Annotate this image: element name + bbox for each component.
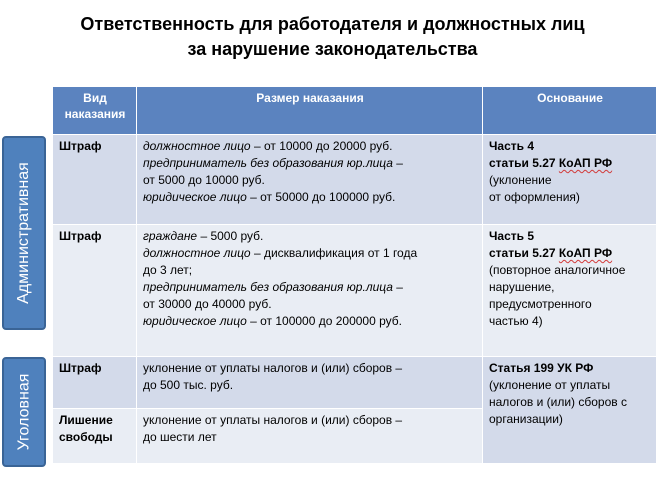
penalty-line bbox=[143, 245, 477, 262]
penalty-amount: – от 50000 до 100000 руб. bbox=[246, 190, 396, 204]
penalty-amount: – bbox=[392, 156, 403, 170]
penalty-line bbox=[143, 189, 477, 206]
penalty-kind: Штраф bbox=[53, 135, 137, 225]
penalty-kind-line: свободы bbox=[59, 430, 113, 444]
basis-note: частью 4) bbox=[489, 314, 543, 328]
penalty-amount: – bbox=[392, 280, 403, 294]
basis-note: (уклонение от уплаты bbox=[489, 378, 611, 392]
subject-role: юридическое лицо bbox=[143, 314, 247, 328]
penalty-kind bbox=[53, 409, 137, 464]
penalty-line: уклонение от уплаты налогов и (или) сборов – bbox=[143, 413, 403, 427]
table-row bbox=[53, 135, 657, 225]
penalty-line: от 30000 до 40000 руб. bbox=[143, 297, 272, 311]
subject-role: предприниматель без образования юр.лица bbox=[143, 156, 393, 170]
page-title bbox=[0, 12, 665, 62]
penalty-line: до шести лет bbox=[143, 430, 217, 444]
penalty-amount: – 5000 руб. bbox=[197, 229, 264, 243]
basis-article bbox=[489, 155, 651, 172]
header-kind: Вид наказания bbox=[53, 87, 137, 135]
legal-basis bbox=[483, 225, 657, 357]
page-title-line-2: за нарушение законодательства bbox=[187, 39, 478, 59]
penalty-size bbox=[137, 225, 483, 357]
table-row bbox=[53, 225, 657, 357]
basis-code: КоАП РФ bbox=[558, 246, 613, 260]
subject-role: предприниматель без образования юр.лица bbox=[143, 280, 393, 294]
basis-note: нарушение, bbox=[489, 280, 555, 294]
penalty-amount: – от 100000 до 200000 руб. bbox=[246, 314, 402, 328]
subject-role: должностное лицо bbox=[143, 139, 251, 153]
subject-role: должностное лицо bbox=[143, 246, 251, 260]
penalty-line: до 500 тыс. руб. bbox=[143, 378, 234, 392]
basis-note: организации) bbox=[489, 412, 563, 426]
administrative-section-label bbox=[2, 136, 46, 330]
penalty-line bbox=[143, 279, 477, 296]
penalty-line bbox=[143, 138, 477, 155]
liability-table bbox=[52, 86, 657, 464]
administrative-label-text: Административная bbox=[15, 162, 32, 304]
basis-note: (уклонение bbox=[489, 173, 552, 187]
legal-basis bbox=[483, 357, 657, 464]
penalty-line: до 3 лет; bbox=[143, 263, 193, 277]
penalty-line: уклонение от уплаты налогов и (или) сборов – bbox=[143, 361, 403, 375]
basis-article bbox=[489, 245, 651, 262]
criminal-section-label bbox=[2, 357, 46, 467]
header-basis: Основание bbox=[483, 87, 657, 135]
basis-part: Часть 4 bbox=[489, 139, 535, 153]
basis-code: КоАП РФ bbox=[558, 156, 613, 170]
table-row bbox=[53, 357, 657, 409]
basis-note: (повторное аналогичное bbox=[489, 263, 626, 277]
basis-note: от оформления) bbox=[489, 190, 580, 204]
basis-part: Часть 5 bbox=[489, 229, 535, 243]
table-header-row bbox=[53, 87, 657, 135]
criminal-label-text: Уголовная bbox=[15, 373, 33, 451]
penalty-amount: – дисквалификация от 1 года bbox=[250, 246, 418, 260]
penalty-kind-line: Лишение bbox=[59, 413, 113, 427]
subject-role: граждане bbox=[143, 229, 198, 243]
penalty-amount: – от 10000 до 20000 руб. bbox=[250, 139, 393, 153]
basis-note: налогов и (или) сборов с bbox=[489, 395, 627, 409]
header-size: Размер наказания bbox=[137, 87, 483, 135]
penalty-line: от 5000 до 10000 руб. bbox=[143, 173, 265, 187]
basis-note: предусмотренного bbox=[489, 297, 592, 311]
basis-article-text: статьи 5.27 bbox=[489, 246, 559, 260]
basis-article-title: Статья 199 УК РФ bbox=[489, 361, 594, 375]
penalty-line bbox=[143, 155, 477, 172]
page-title-line-1: Ответственность для работодателя и должностных лиц bbox=[80, 14, 585, 34]
penalty-size bbox=[137, 135, 483, 225]
penalty-line bbox=[143, 228, 477, 245]
penalty-kind: Штраф bbox=[53, 225, 137, 357]
penalty-size bbox=[137, 357, 483, 409]
legal-basis bbox=[483, 135, 657, 225]
penalty-size bbox=[137, 409, 483, 464]
basis-article-text: статьи 5.27 bbox=[489, 156, 559, 170]
penalty-kind: Штраф bbox=[53, 357, 137, 409]
subject-role: юридическое лицо bbox=[143, 190, 247, 204]
penalty-line bbox=[143, 313, 477, 330]
